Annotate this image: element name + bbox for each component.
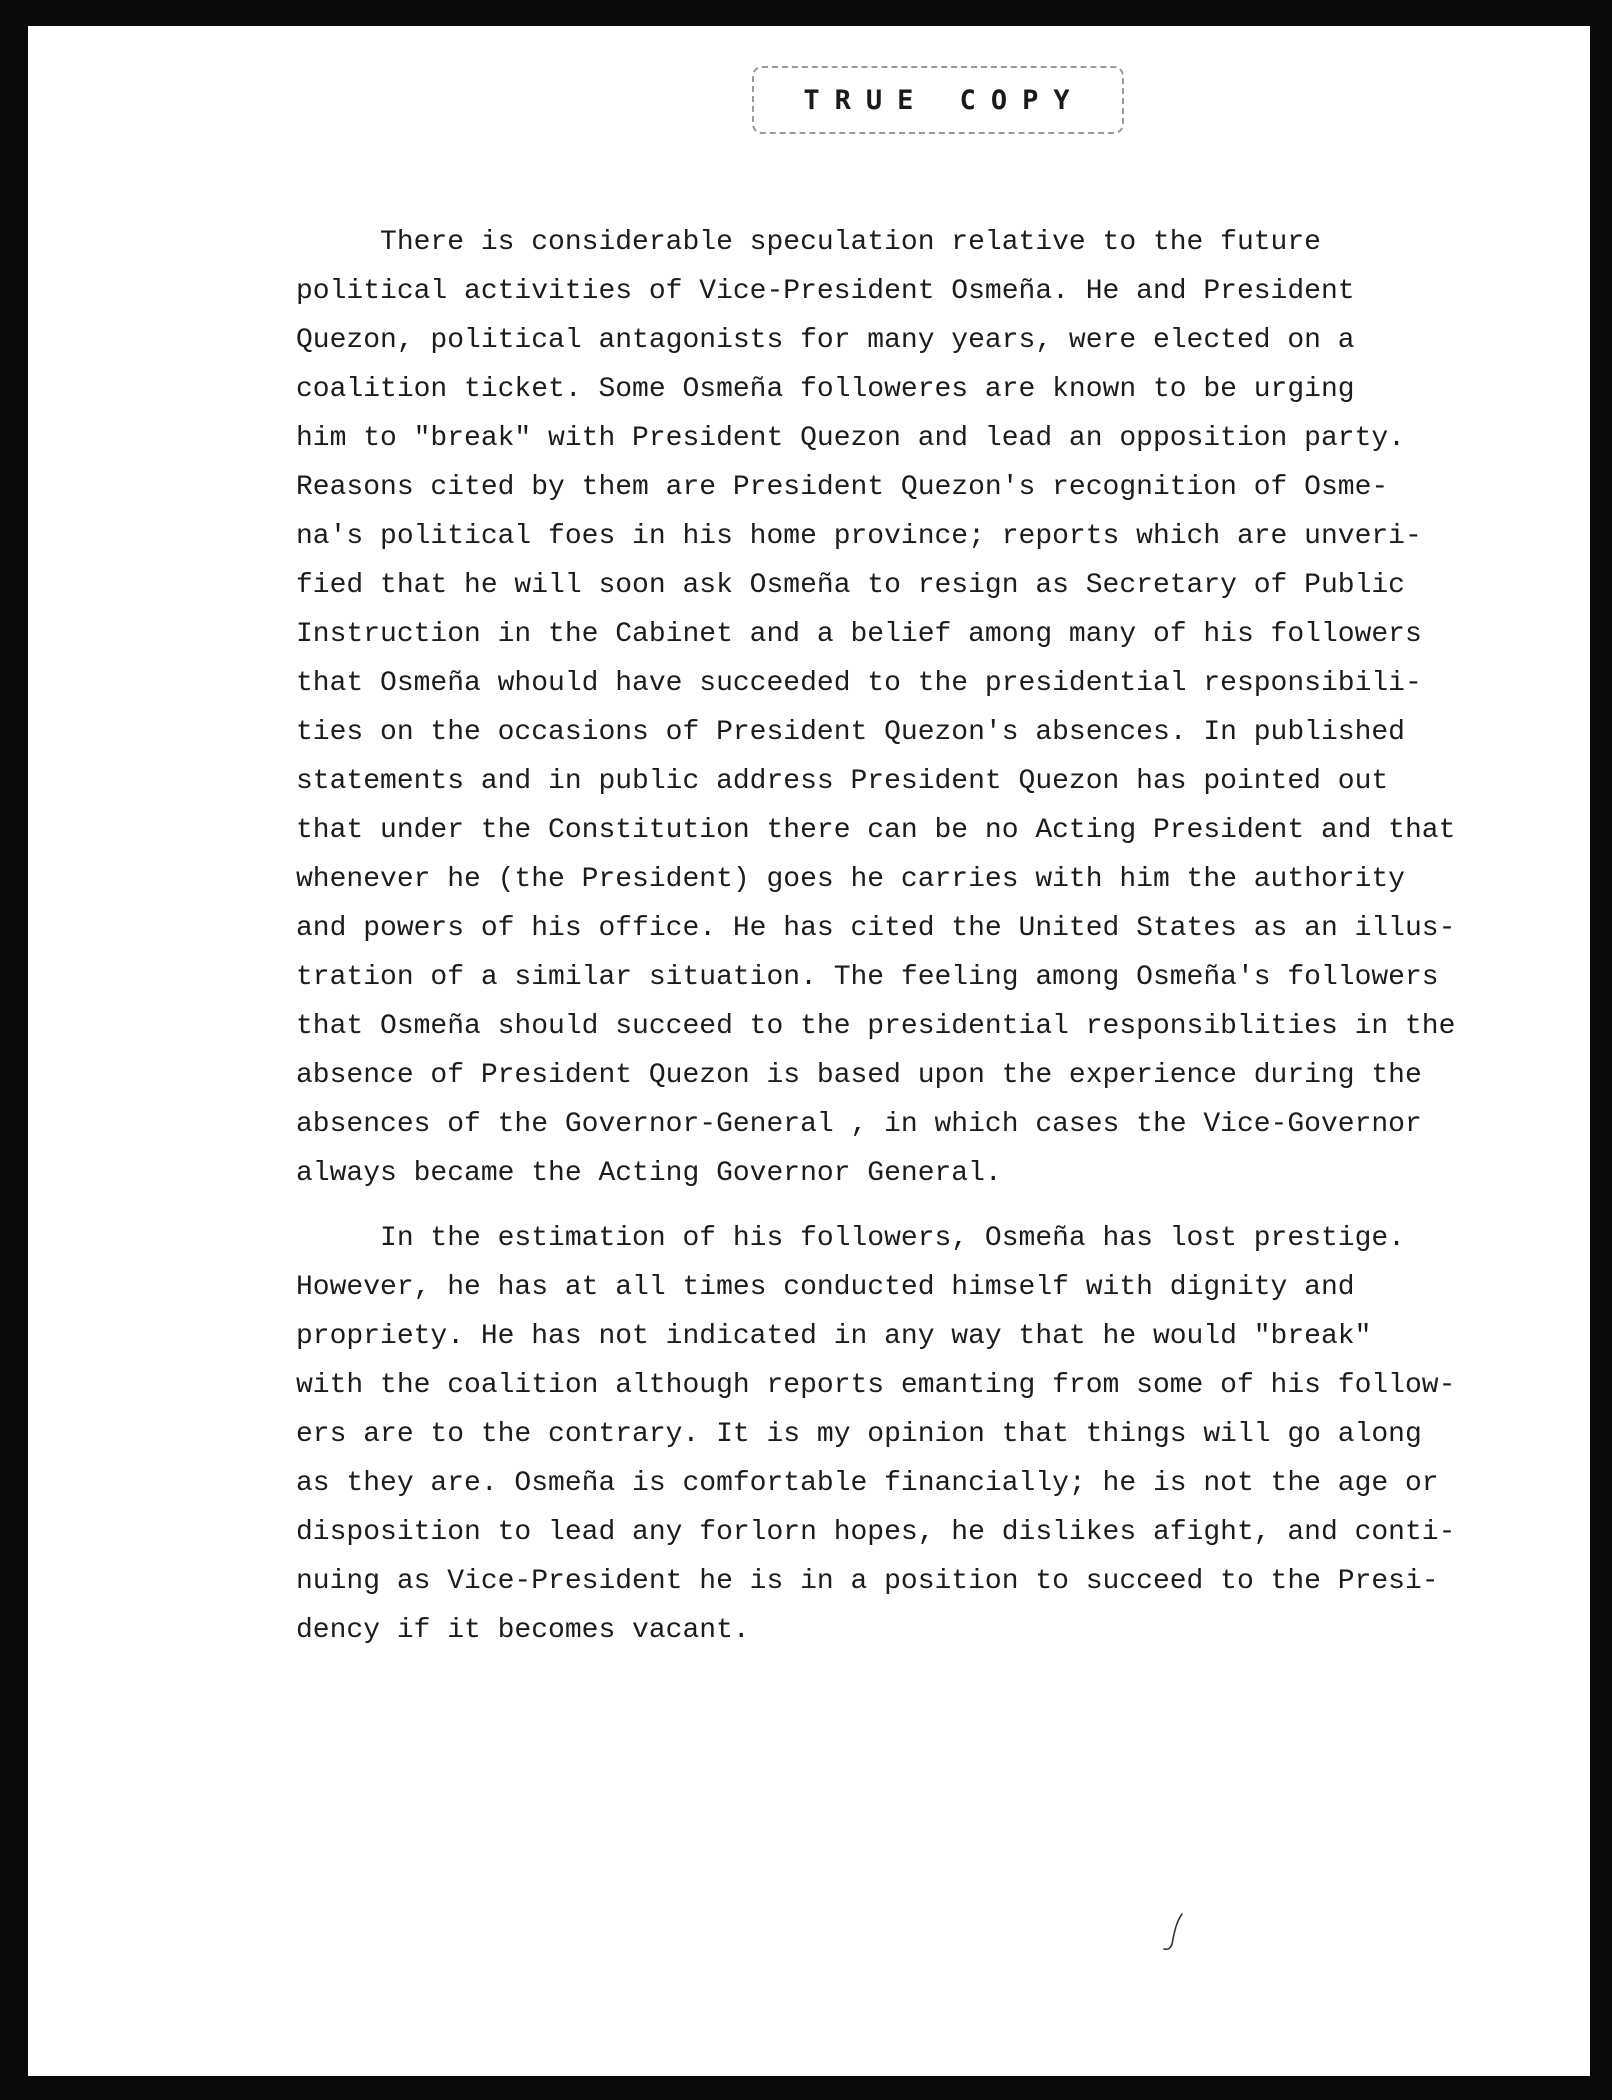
text-line: whenever he (the President) goes he carries with him the authority: [296, 864, 1405, 895]
text-line: propriety. He has not indicated in any way that he would "break": [296, 1321, 1372, 1352]
text-line: Instruction in the Cabinet and a belief among many of his followers: [296, 619, 1422, 650]
text-line: absence of President Quezon is based upon the experience during the: [296, 1060, 1422, 1091]
text-line: that under the Constitution there can be no Acting President and that: [296, 815, 1456, 846]
paragraph-1: [296, 218, 1456, 1198]
true-copy-stamp: TRUE COPY: [752, 66, 1124, 134]
pen-mark: [1160, 1912, 1190, 1952]
text-line: na's political foes in his home province; reports which are unveri-: [296, 521, 1422, 552]
text-line: Quezon, political antagonists for many years, were elected on a: [296, 325, 1355, 356]
text-line: that Osmeña should succeed to the presidential responsiblities in the: [296, 1011, 1456, 1042]
paragraph-2: [296, 1214, 1456, 1655]
text-line: that Osmeña whould have succeeded to the presidential responsibili-: [296, 668, 1422, 699]
text-line: always became the Acting Governor General.: [296, 1158, 1002, 1189]
text-line: nuing as Vice-President he is in a position to succeed to the Presi-: [296, 1566, 1439, 1597]
document-body: [296, 218, 1456, 1655]
text-line: ties on the occasions of President Quezon's absences. In published: [296, 717, 1405, 748]
text-line: disposition to lead any forlorn hopes, he dislikes afight, and conti-: [296, 1517, 1456, 1548]
text-line: and powers of his office. He has cited the United States as an illus-: [296, 913, 1456, 944]
text-line: dency if it becomes vacant.: [296, 1615, 750, 1646]
text-line: political activities of Vice-President Osmeña. He and President: [296, 276, 1355, 307]
text-line: absences of the Governor-General , in which cases the Vice-Governor: [296, 1109, 1422, 1140]
paragraph-gap: [296, 1198, 1446, 1214]
text-line: statements and in public address President Quezon has pointed out: [296, 766, 1389, 797]
text-line: tration of a similar situation. The feeling among Osmeña's followers: [296, 962, 1439, 993]
text-line: However, he has at all times conducted himself with dignity and: [296, 1272, 1355, 1303]
text-line: him to "break" with President Quezon and lead an opposition party.: [296, 423, 1405, 454]
text-line: Reasons cited by them are President Quezon's recognition of Osme-: [296, 472, 1389, 503]
text-line: ers are to the contrary. It is my opinion that things will go along: [296, 1419, 1422, 1450]
text-line: fied that he will soon ask Osmeña to resign as Secretary of Public: [296, 570, 1405, 601]
text-line: coalition ticket. Some Osmeña followeres are known to be urging: [296, 374, 1355, 405]
text-line: as they are. Osmeña is comfortable financially; he is not the age or: [296, 1468, 1439, 1499]
text-line: In the estimation of his followers, Osmeña has lost prestige.: [296, 1223, 1405, 1254]
text-line: There is considerable speculation relative to the future: [296, 227, 1321, 258]
text-line: with the coalition although reports emanting from some of his follow-: [296, 1370, 1456, 1401]
